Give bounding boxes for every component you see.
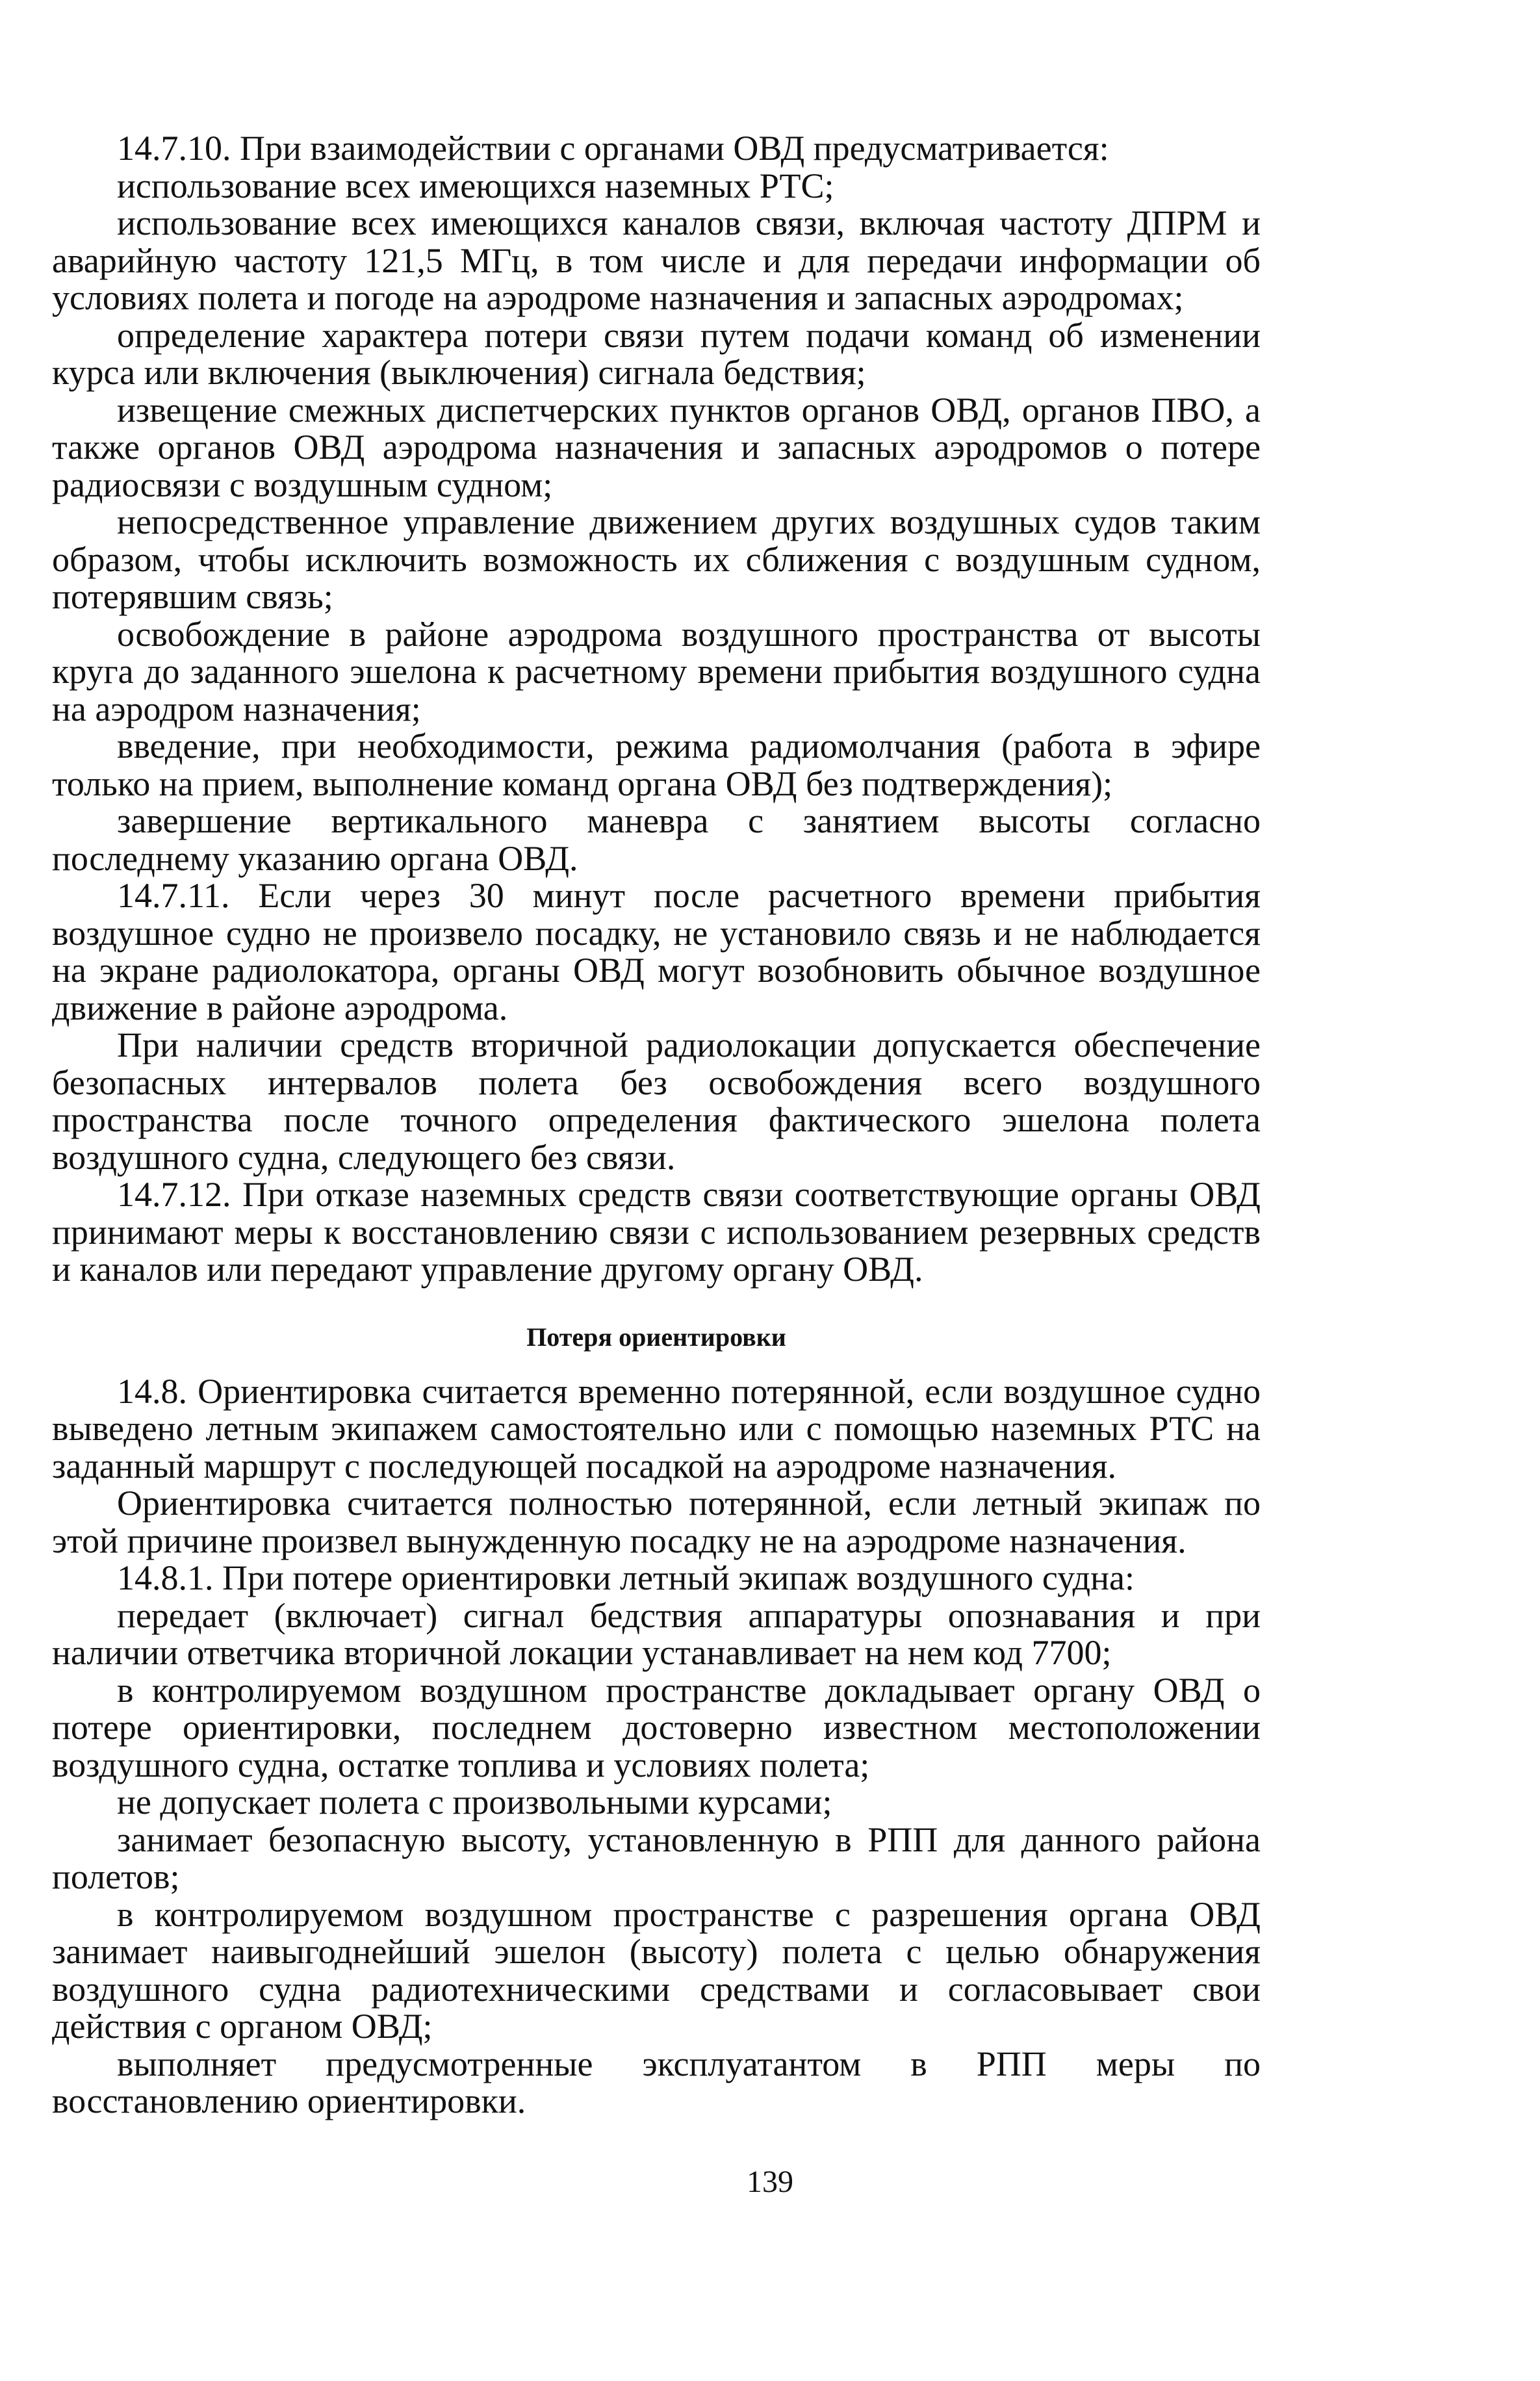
paragraph: Ориентировка считается полностью потерянной, если летный экипаж по этой причине произвел вынужденную посадку не на аэродроме назначения. — [52, 1484, 1261, 1560]
list-item: завершение вертикального маневра с занятием высоты согласно последнему указанию органа ОВД. — [52, 801, 1261, 878]
list-item: использование всех имеющихся наземных РТС; — [117, 166, 834, 205]
paragraph-14-7-10: 14.7.10. При взаимодействии с органами ОВД предусматривается: — [117, 129, 1109, 168]
list-item: выполняет предусмотренные эксплуатантом в РПП меры по восстановлению ориентировки. — [52, 2044, 1261, 2120]
list-item: в контролируемом воздушном пространстве докладывает органу ОВД о потере ориентировки, последнем достоверно известном местоположении воздушного судна, остатке топлива и условиях полета; — [52, 1670, 1261, 1784]
paragraph-14-8-1: 14.8.1. При потере ориентировки летный экипаж воздушного судна: — [117, 1558, 1135, 1597]
page-number: 139 — [747, 2165, 793, 2199]
list-item: определение характера потери связи путем подачи команд об изменении курса или включения (выключения) сигнала бедствия; — [52, 315, 1261, 392]
list-item: в контролируемом воздушном пространстве с разрешения органа ОВД занимает наивыгоднейший эшелон (высоту) полета с целью обнаружения воздушного судна радиотехническими средствами и согласовывает свои действия с органом ОВД; — [52, 1894, 1261, 2046]
list-item: не допускает полета с произвольными курсами; — [117, 1783, 832, 1821]
document-page — [52, 130, 1261, 2120]
section-heading: Потеря ориентировки — [526, 1322, 786, 1352]
paragraph-14-7-11: 14.7.11. Если через 30 минут после расчетного времени прибытия воздушное судно не произвело посадку, не установило связь и не наблюдается на экране радиолокатора, органы ОВД могут возобновить обычное воздушное движение в районе аэродрома. — [52, 876, 1261, 1027]
list-item: занимает безопасную высоту, установленную в РПП для данного района полетов; — [52, 1820, 1261, 1896]
list-item: передает (включает) сигнал бедствия аппаратуры опознавания и при наличии ответчика вторичной локации устанавливает на нем код 7700; — [52, 1595, 1261, 1672]
list-item: использование всех имеющихся каналов связи, включая частоту ДПРМ и аварийную частоту 121,5 МГц, в том числе и для передачи информации об условиях полета и погоде на аэродроме назначения и запасных аэродромах; — [52, 203, 1261, 317]
list-item: извещение смежных диспетчерских пунктов органов ОВД, органов ПВО, а также органов ОВД аэродрома назначения и запасных аэродромов о потере радиосвязи с воздушным судном; — [52, 390, 1261, 504]
list-item: непосредственное управление движением других воздушных судов таким образом, чтобы исключить возможность их сближения с воздушным судном, потерявшим связь; — [52, 502, 1261, 616]
list-item: освобождение в районе аэродрома воздушного пространства от высоты круга до заданного эшелона к расчетному времени прибытия воздушного судна на аэродром назначения; — [52, 614, 1261, 728]
paragraph-14-8: 14.8. Ориентировка считается временно потерянной, если воздушное судно выведено летным экипажем самостоятельно или с помощью наземных РТС на заданный маршрут с последующей посадкой на аэродроме назначения. — [52, 1371, 1261, 1486]
paragraph-14-7-12: 14.7.12. При отказе наземных средств связи соответствующие органы ОВД принимают меры к восстановлению связи с использованием резервных средств и каналов или передают управление другому органу ОВД. — [52, 1175, 1261, 1289]
list-item: введение, при необходимости, режима радиомолчания (работа в эфире только на прием, выполнение команд органа ОВД без подтверждения); — [52, 727, 1261, 803]
paragraph: При наличии средств вторичной радиолокации допускается обеспечение безопасных интервалов полета без освобождения всего воздушного пространства после точного определения фактического эшелона полета воздушного судна, следующего без связи. — [52, 1025, 1261, 1177]
